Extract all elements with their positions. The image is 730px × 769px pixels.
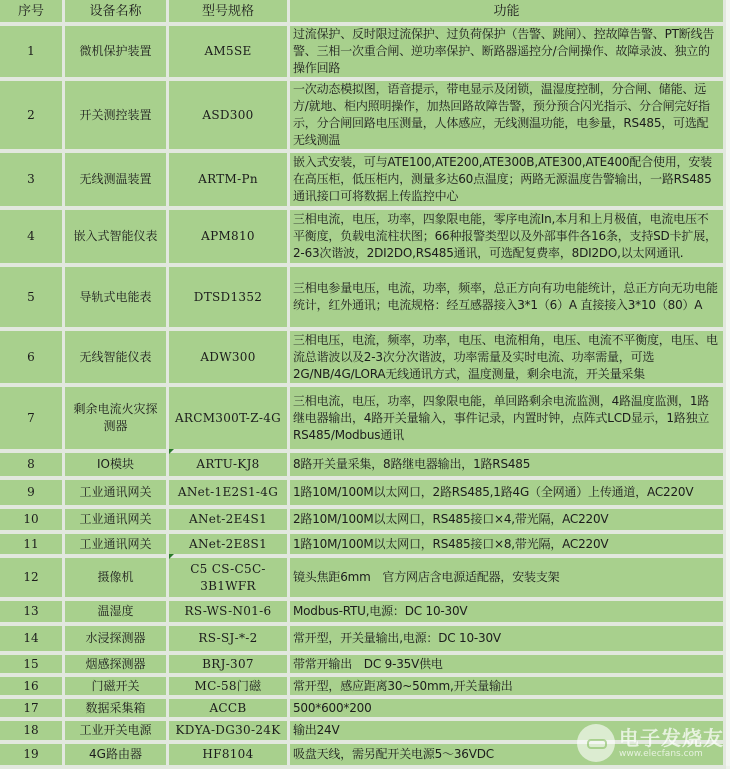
row-function: 嵌入式安装，可与ATE100,ATE200,ATE300B,ATE300,ATE400配合使用，安装在高压柜，低压柜内，测量多达60点温度；两路无源温度告警输出，一路RS485通讯接口可将数据上传监控中心: [290, 153, 726, 210]
header-row: [0, 0, 726, 26]
table-row: [0, 677, 726, 699]
table-row: [0, 210, 726, 267]
table-row: [0, 331, 726, 387]
table-row: [0, 267, 726, 331]
row-name: 导轨式电能表: [65, 267, 169, 331]
table-row: [0, 81, 726, 153]
row-function: 输出24V: [290, 721, 726, 744]
row-model: ANet-2E8S1: [169, 534, 290, 558]
row-name: 烟感探测器: [65, 655, 169, 677]
row-name: 工业通讯网关: [65, 534, 169, 558]
row-model: ADW300: [169, 331, 290, 387]
row-model: ARTM-Pn: [169, 153, 290, 210]
row-model: C5 CS-C5C-3B1WFR: [169, 558, 290, 601]
row-name: 开关测控装置: [65, 81, 169, 153]
row-function: 一次动态模拟图，语音提示，带电显示及闭锁，温湿度控制，分合闸、储能、远方/就地、柜内照明操作，加热回路故障告警，预分预合闪光指示、分合闸完好指示，分合闸回路电压测量，人体感应，无线测温功能，电参量，RS485，可选配无线测温: [290, 81, 726, 153]
table-row: [0, 601, 726, 626]
table-row: [0, 453, 726, 480]
row-function: 1路10M/100M以太网口，RS485接口×8,带光隔，AC220V: [290, 534, 726, 558]
row-no: 18: [0, 721, 65, 744]
cell-comment-marker: [169, 554, 174, 559]
row-name: 剩余电流火灾探测器: [65, 387, 169, 453]
header-model: 型号规格: [169, 0, 290, 26]
row-model: AM5SE: [169, 26, 290, 81]
header-function: 功能: [290, 0, 726, 26]
row-no: 3: [0, 153, 65, 210]
row-name: 无线测温装置: [65, 153, 169, 210]
row-model: ANet-2E4S1: [169, 509, 290, 534]
row-no: 5: [0, 267, 65, 331]
table-row: [0, 26, 726, 81]
header-name: 设备名称: [65, 0, 169, 26]
row-no: 12: [0, 558, 65, 601]
row-no: 8: [0, 453, 65, 480]
row-function: 8路开关量采集，8路继电器输出，1路RS485: [290, 453, 726, 480]
row-function: 2路10M/100M以太网口，RS485接口×4,带光隔，AC220V: [290, 509, 726, 534]
row-no: 2: [0, 81, 65, 153]
row-name: 4G路由器: [65, 744, 169, 769]
row-name: 工业通讯网关: [65, 480, 169, 509]
row-model: BRJ-307: [169, 655, 290, 677]
row-name: 摄像机: [65, 558, 169, 601]
row-no: 9: [0, 480, 65, 509]
row-no: 6: [0, 331, 65, 387]
row-model: ASD300: [169, 81, 290, 153]
row-name: 无线智能仪表: [65, 331, 169, 387]
watermark-url: www.elecfans.com: [619, 748, 703, 759]
row-no: 13: [0, 601, 65, 626]
row-no: 11: [0, 534, 65, 558]
row-no: 14: [0, 626, 65, 655]
row-name: 水浸探测器: [65, 626, 169, 655]
row-model: ANet-1E2S1-4G: [169, 480, 290, 509]
row-model: ACCB: [169, 699, 290, 721]
row-name: 嵌入式智能仪表: [65, 210, 169, 267]
table-row: [0, 744, 726, 769]
row-function: 三相电流，电压，功率，四象限电能，单回路剩余电流监测，4路温度监测，1路继电器输出，4路开关量输入，事件记录，内置时钟，点阵式LCD显示，1路独立RS485/Modbus通讯: [290, 387, 726, 453]
row-model: RS-WS-N01-6: [169, 601, 290, 626]
table-row: [0, 153, 726, 210]
row-function: 三相电流，电压，功率，四象限电能，零序电流In,本月和上月极值，电流电压不平衡度，负载电流柱状图；66种报警类型以及外部事件各16条，支持SD卡扩展，2-63次谐波，2DI2DO,RS485通讯，可选配复费率，8DI2DO,以太网通讯.: [290, 210, 726, 267]
table-row: [0, 534, 726, 558]
row-model: DTSD1352: [169, 267, 290, 331]
row-no: 10: [0, 509, 65, 534]
table-row: [0, 509, 726, 534]
row-function: 三相电参量电压，电流，功率，频率，总正方向有功电能统计，总正方向无功电能统计，红外通讯；电流规格：经互感器接入3*1（6）A 直接接入3*10（80）A: [290, 267, 726, 331]
row-function: 500*600*200: [290, 699, 726, 721]
row-model: RS-SJ-*-2: [169, 626, 290, 655]
header-no: 序号: [0, 0, 65, 26]
row-no: 16: [0, 677, 65, 699]
row-model: ARCM300T-Z-4G: [169, 387, 290, 453]
row-name: IO模块: [65, 453, 169, 480]
row-model: MC-58门磁: [169, 677, 290, 699]
row-function: 吸盘天线，需另配开关电源5～36VDC: [290, 744, 726, 769]
cell-comment-marker: [169, 449, 174, 454]
row-function: 过流保护、反时限过流保护、过负荷保护（告警、跳闸）、控故障告警、PT断线告警、三相一次重合闸、逆功率保护、断路器遥控分/合闸操作、故障录波、独立的操作回路: [290, 26, 726, 81]
row-name: 温湿度: [65, 601, 169, 626]
row-model: ARTU-KJ8: [169, 453, 290, 480]
row-name: 门磁开关: [65, 677, 169, 699]
row-no: 4: [0, 210, 65, 267]
row-function: 常开型，开关量输出,电源：DC 10-30V: [290, 626, 726, 655]
table-row: [0, 655, 726, 677]
row-no: 7: [0, 387, 65, 453]
row-no: 19: [0, 744, 65, 769]
right-edge-strip: [726, 0, 730, 766]
row-function: Modbus-RTU,电源：DC 10-30V: [290, 601, 726, 626]
table-row: [0, 387, 726, 453]
row-model: KDYA-DG30-24K: [169, 721, 290, 744]
row-name: 工业开关电源: [65, 721, 169, 744]
row-no: 17: [0, 699, 65, 721]
row-function: 镜头焦距6mm 官方网店含电源适配器，安装支架: [290, 558, 726, 601]
row-no: 1: [0, 26, 65, 81]
row-model: APM810: [169, 210, 290, 267]
table-row: [0, 558, 726, 601]
table-row: [0, 480, 726, 509]
watermark-title: 电子发烧友: [619, 725, 724, 750]
table-row: [0, 699, 726, 721]
row-function: 三相电压，电流，频率，功率，电压、电流相角，电压、电流不平衡度，电压、电流总谐波以及2-3次分次谐波，功率需量及实时电流、功率需量，可选2G/NB/4G/LORA无线通讯方式，温度测量，剩余电流，开关量采集: [290, 331, 726, 387]
row-function: 带常开输出 DC 9-35V供电: [290, 655, 726, 677]
row-function: 1路10M/100M以太网口，2路RS485,1路4G（全网通）上传通道，AC220V: [290, 480, 726, 509]
row-no: 15: [0, 655, 65, 677]
row-name: 数据采集箱: [65, 699, 169, 721]
table-row: [0, 626, 726, 655]
row-function: 常开型，感应距离30~50mm,开关量输出: [290, 677, 726, 699]
table-row: [0, 721, 726, 744]
row-name: 工业通讯网关: [65, 509, 169, 534]
row-name: 微机保护装置: [65, 26, 169, 81]
row-model: HF8104: [169, 744, 290, 769]
